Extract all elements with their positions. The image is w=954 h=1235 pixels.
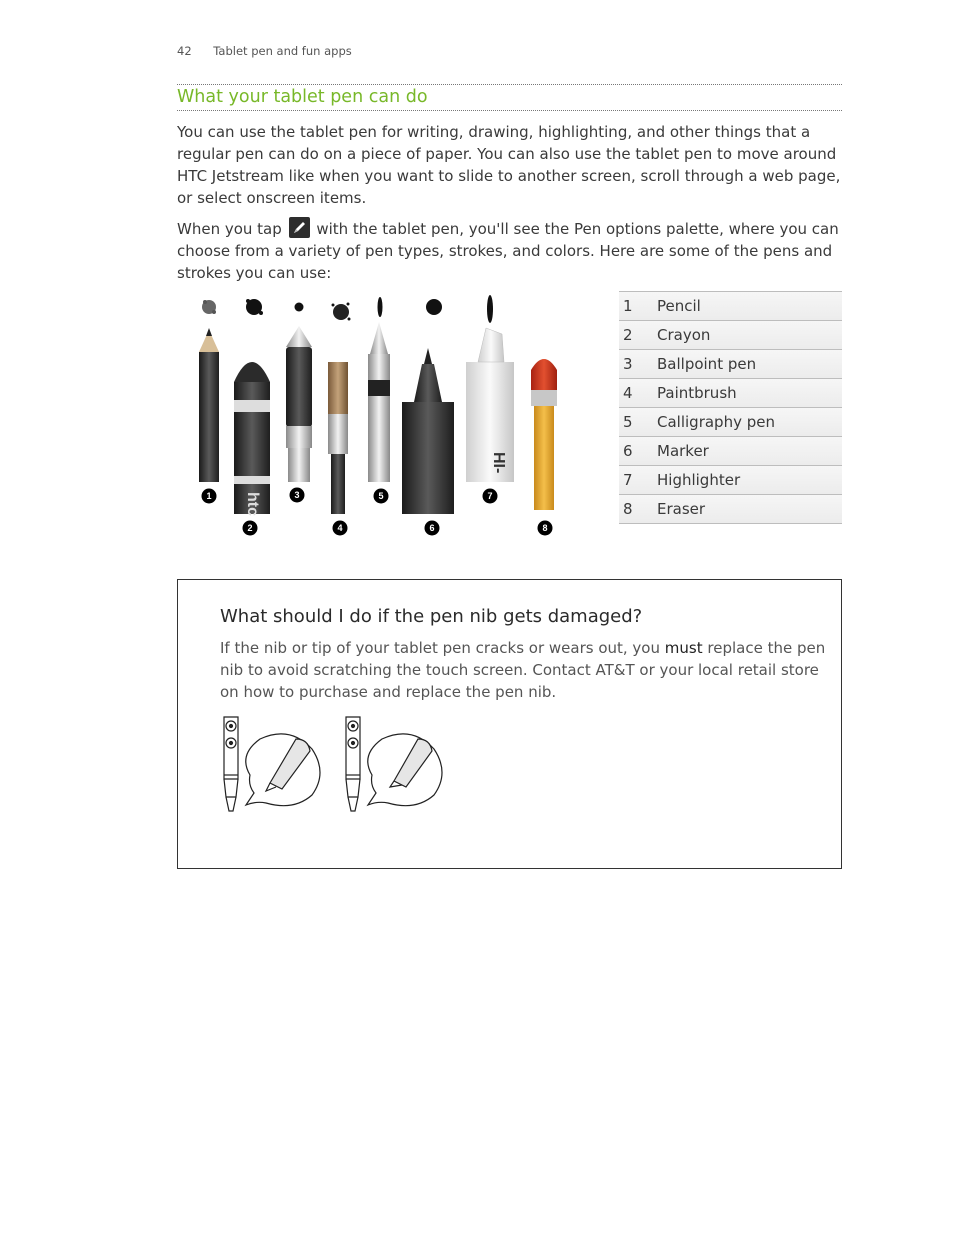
svg-text:8: 8 bbox=[542, 523, 548, 533]
svg-text:5: 5 bbox=[378, 491, 384, 501]
nib-damage-note bbox=[177, 579, 842, 869]
marker-drawing bbox=[402, 348, 454, 514]
list-item: 6 Marker bbox=[619, 437, 842, 466]
paintbrush-drawing bbox=[328, 362, 348, 514]
pencil-drawing bbox=[199, 328, 219, 482]
section-title: What your tablet pen can do bbox=[177, 87, 428, 107]
chapter-name: Tablet pen and fun apps bbox=[213, 44, 352, 58]
svg-text:2: 2 bbox=[247, 523, 253, 533]
svg-text:4: 4 bbox=[337, 523, 343, 533]
tap-text-before: When you tap bbox=[177, 220, 282, 238]
note-text: If the nib or tip of your tablet pen cracks or wears out, you must replace the pen nib to avoid scratching the touch screen. Contact AT&T or your local retail store on how to purchase and replace the pen nib. bbox=[220, 639, 826, 701]
list-item: 2 Crayon bbox=[619, 321, 842, 350]
svg-text:6: 6 bbox=[429, 523, 435, 533]
ballpoint-drawing bbox=[286, 326, 312, 482]
worn-nib-illustration bbox=[342, 715, 446, 817]
tap-text-after: with the tablet pen, you'll see the Pen options palette, where you can choose from a variety of pen types, strokes, and colors. Here are some of the pens and strokes you can use: bbox=[177, 220, 839, 282]
tap-paragraph bbox=[177, 217, 847, 284]
list-item: 4 Paintbrush bbox=[619, 379, 842, 408]
intro-paragraph: You can use the tablet pen for writing, drawing, highlighting, and other things that a regular pen can do on a piece of paper. You can also use the tablet pen to move around HTC Jetstream like when you want to slide to another screen, scroll through a web page, or select onscreen items. bbox=[177, 123, 841, 207]
crayon-brand: htc bbox=[244, 492, 261, 516]
list-item: 5 Calligraphy pen bbox=[619, 408, 842, 437]
title-divider bbox=[177, 110, 842, 111]
svg-text:3: 3 bbox=[294, 490, 300, 500]
list-item: 7 Highlighter bbox=[619, 466, 842, 495]
list-item: 1 Pencil bbox=[619, 292, 842, 321]
svg-text:1: 1 bbox=[206, 491, 212, 501]
eraser-drawing bbox=[531, 359, 557, 510]
calligraphy-pen-drawing bbox=[368, 322, 390, 482]
svg-text:7: 7 bbox=[487, 491, 493, 501]
page-header bbox=[177, 44, 352, 58]
highlighter-drawing bbox=[466, 328, 514, 482]
list-item: 3 Ballpoint pen bbox=[619, 350, 842, 379]
pen-type-list bbox=[619, 291, 842, 524]
page-number: 42 bbox=[177, 44, 192, 58]
pen-options-icon bbox=[289, 217, 310, 238]
pens-illustration bbox=[188, 292, 568, 542]
highlighter-brand: HI- bbox=[490, 452, 507, 474]
top-divider bbox=[177, 84, 842, 85]
list-item: 8 Eraser bbox=[619, 495, 842, 524]
note-title: What should I do if the pen nib gets damaged? bbox=[220, 606, 643, 627]
note-emphasis: must bbox=[664, 639, 703, 657]
stroke-samples bbox=[202, 295, 493, 323]
intact-nib-illustration bbox=[220, 715, 324, 817]
